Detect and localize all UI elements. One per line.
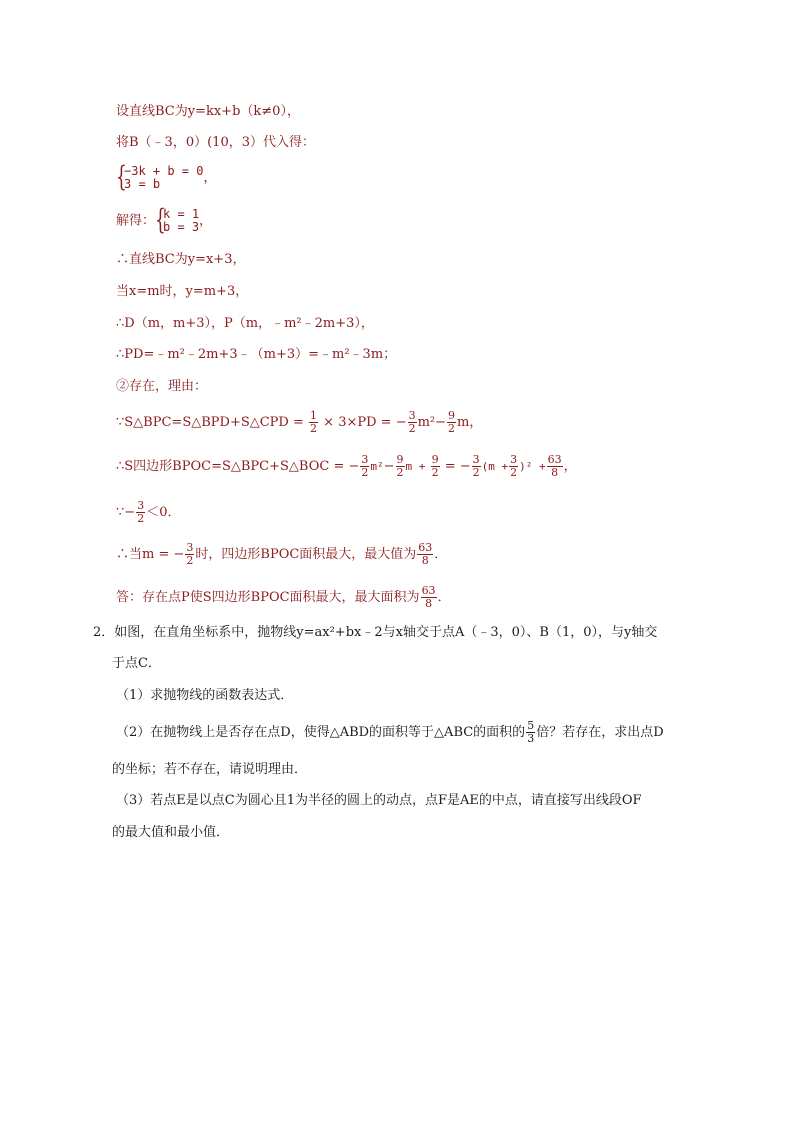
- quad-m-squared: m²: [370, 460, 384, 473]
- quad-fraction-2: $\frac{9}{2}$: [396, 453, 404, 479]
- equation-system-2: { k = 1 b = 3: [155, 203, 200, 236]
- line-answer: [116, 585, 451, 610]
- line-set-bc: 设直线BC为y=kx+b（k≠0），: [116, 104, 300, 119]
- fraction-nine-halves: $\frac{9}{2}$: [448, 409, 456, 435]
- quad-m: m +: [405, 460, 426, 473]
- equation-system-1-brace: { −3k + b = 0 3 = b: [116, 160, 204, 193]
- solve-line: [116, 203, 213, 236]
- s-bpc-mid: × 3×PD =: [323, 415, 392, 430]
- line-when-max: ∴当m = − $\frac{3}{2}$ 时，四边形BPOC面积最大，最大值为 $\frac{63}{8}$ ．: [116, 541, 448, 567]
- problem-2-stem-text: 如图，在直角坐标系中，抛物线y=ax²+bx﹣2与x轴交于点A（﹣3，0）、B（1，0），与y轴交: [114, 625, 658, 640]
- s-bpc-prefix: ∵S△BPC=S△BPD+S△CPD =: [116, 415, 304, 430]
- when-max-tail: ．: [434, 547, 448, 562]
- quad-fraction-4: $\frac{3}{2}$: [472, 453, 480, 479]
- s-quad-prefix: ∴S四边形BPOC=S△BPC+S△BOC =: [116, 459, 345, 474]
- fraction-half: $\frac{1}{2}$: [310, 409, 318, 435]
- neg-check-prefix: ∵: [116, 505, 125, 520]
- fraction-three-halves: $\frac{3}{2}$: [408, 409, 416, 435]
- answer-max-value: $\frac{63}{8}$: [421, 584, 436, 610]
- problem-2-stem-line-2: 于点C．: [112, 656, 161, 671]
- question-2-fraction: $\frac{5}{3}$: [527, 719, 535, 745]
- system-2-row-1: k = 1: [163, 207, 200, 221]
- problem-2-stem-line-1: [93, 625, 657, 641]
- question-2-line-2: 的坐标；若不存在，请说明理由．: [112, 762, 308, 777]
- line-negative-check: ∵− $\frac{3}{2}$ ＜0．: [116, 499, 181, 525]
- quad-squared: )² +: [519, 460, 546, 473]
- when-max-value: $\frac{63}{8}$: [418, 541, 433, 567]
- quad-tail: ，: [563, 459, 577, 474]
- line-substitute: 将B（﹣3，0）(10，3）代入得：: [116, 135, 315, 150]
- problem-number: 2．: [93, 625, 115, 640]
- equation-system-1: [116, 160, 217, 193]
- line-s-quad: ∴S四边形BPOC=S△BPC+S△BOC = − $\frac{3}{2}$ m²− $\frac{9}{2}$ m + $\frac{9}{2}$ = − $\frac{3}{2}$ (m + $\frac{3}{2}$ )² + $\frac{63}{8}$ ，: [116, 453, 577, 479]
- when-max-prefix: ∴当m =: [116, 547, 170, 562]
- quad-fraction-max: $\frac{63}{8}$: [547, 453, 562, 479]
- line-when-x-m: 当x=m时，y=m+3，: [116, 284, 249, 299]
- question-3-line-1: （3）若点E是以点C为圆心且1为半径的圆上的动点，点F是AE的中点，请直接写出线段OF: [116, 793, 642, 808]
- line-points-d-p: ∴D（m，m+3），P（m，﹣m²﹣2m+3），: [116, 316, 374, 331]
- line-s-bpc: ∵S△BPC=S△BPD+S△CPD = $\frac{1}{2}$ × 3×PD = − $\frac{3}{2}$ m²− $\frac{9}{2}$ m，: [116, 409, 483, 435]
- neg-check-tail: ＜0．: [146, 505, 181, 520]
- question-2-text-a: （2）在抛物线上是否存在点D，使得△ABD的面积等于△ABC的面积的: [116, 725, 526, 740]
- neg-check-fraction: $\frac{3}{2}$: [137, 499, 145, 525]
- s-bpc-tail: m，: [457, 415, 483, 430]
- answer-tail: ．: [437, 590, 451, 605]
- quad-fraction-3: $\frac{9}{2}$: [431, 453, 439, 479]
- system-2-tail: ，: [199, 213, 213, 229]
- when-max-mid: 时，四边形BPOC面积最大，最大值为: [195, 547, 417, 562]
- question-2-line-1: [116, 720, 664, 745]
- when-max-fraction: $\frac{3}{2}$: [186, 541, 194, 567]
- quad-fraction-1: $\frac{3}{2}$: [361, 453, 369, 479]
- answer-prefix: 答：存在点P使S四边形BPOC面积最大，最大面积为: [116, 590, 420, 605]
- system-2-row-2: b = 3: [163, 220, 200, 234]
- solve-label: 解得：: [116, 213, 156, 229]
- quad-equals: =: [444, 459, 456, 474]
- quad-paren: (m +: [481, 460, 509, 473]
- quad-fraction-5: $\frac{3}{2}$: [510, 453, 518, 479]
- line-exists-reason: ②存在，理由：: [116, 379, 208, 394]
- system-1-row-2: 3 = b: [124, 177, 161, 191]
- question-2-text-b: 倍？若存在，求出点D: [536, 725, 664, 740]
- system-1-tail: ，: [203, 170, 217, 186]
- line-bc-result: ∴直线BC为y=x+3，: [116, 252, 246, 267]
- system-1-row-1: −3k + b = 0: [124, 164, 204, 178]
- m-squared: m²: [417, 415, 436, 430]
- question-1: （1）求抛物线的函数表达式．: [116, 688, 294, 703]
- line-pd-expression: ∴PD=﹣m²﹣2m+3﹣（m+3）=﹣m²﹣3m；: [116, 347, 397, 362]
- question-3-line-2: 的最大值和最小值．: [112, 825, 230, 840]
